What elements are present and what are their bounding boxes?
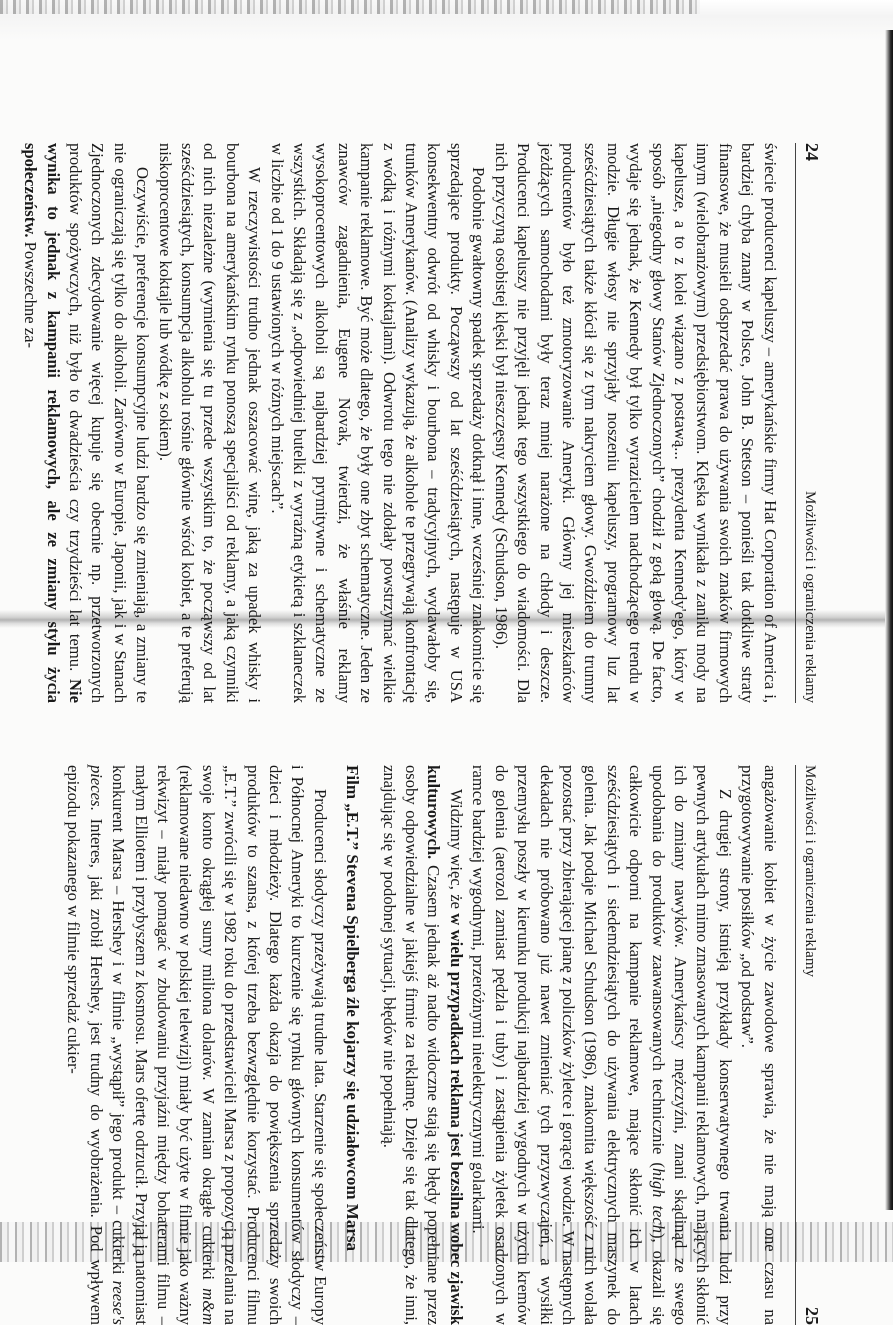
bold-text: Nie wynika to jednak z kampanii reklamowych, ale ze zmiany stylu życia społeczeństw. [21,143,85,704]
paragraph-text: . Interes, jaki zrobił Hershey, jest trudny do wyobrażenia. Pod wpływem epizodu pokazanego w filmie sprzedaż cukier- [64,765,106,1325]
section-heading: Film „E.T.” Stevena Spielberga źle kojarzy się udziałowcom Marsa [343,765,363,1252]
paragraph: angażowanie kobiet w życie zawodowe sprawia, że nie mają one czasu na przygotowywanie posiłków „od podstaw”. [738,765,780,1325]
paragraph-text: Powszechne za- [21,237,41,349]
scan-right-edge [885,30,893,1210]
paragraph: świecie producenci kapeluszy – amerykańskie firmy Hat Corporation of America i, bardziej chyba znany w Polsce, John B. Stetson – ponieśli tak dotkliwe straty finansowe, że musieli odsprzedać prawa do używania swoich znaków firmowych innym (wielobranżowym) przedsiębiorstwom. Klęska wynikała z zaniku mody na kapelusze, a to z kolei wiązano z postawą... prezydenta Kennedy'ego, który w sposób „niegodny głowy Stanów Zjednoczonych” chodził z gołą głową. De facto, wydaje się jednak, że Kennedy był tylko wyrazicielem nadchodzącego trendu w modzie. Długie włosy nie sprzyjały noszeniu kapeluszy, programowy luz lat sześćdziesiątych także kłócił się z tym nakryciem głowy. Gwoździem do trumny producentów było też zmotoryzowanie Ameryki. Główny jej mieszkańców jeżdżących samochodami były teraz mniej narażone na chłody i deszcze. Producenci kapeluszy nie przyjęli jednak tego wszystkiego do wiadomości. Dla nich przyczyną osobistej klęski był nieszczęsny Kennedy (Schudson, 1986). [491,143,780,703]
running-head-title: Możliwości i ograniczenia reklamy [802,490,818,703]
page-number: 25 [802,1307,822,1325]
page-number: 24 [802,143,822,161]
scan-top-edge [0,0,893,40]
paragraph [19,143,153,703]
paragraph [62,765,331,1325]
paragraph-text: Oczywiście, preferencje konsumpcyjne ludzi bardzo się zmieniają, a zmiany te nie ograniczają się tylko do alkoholi. Zarówno w Europie, Japonii, jak i w Stanach Zjednoczonych zdecydowanie więcej kupuje się obecnie np. przetworzonych produktów spożywczych, niż było to dwadzieścia czy trzydzieści lat temu. [66,143,153,703]
book-page-24 [21,143,823,704]
paragraph-text: Widzimy więc, że [446,789,466,914]
running-head [795,765,823,1325]
paragraph [467,765,736,1325]
paragraph-text: (reklamowane niedawno w polskiej telewizji) miały być użyte w filmie jako ważny rekwizyt – miały pomagać w zbudowaniu przyjaźni między bohaterami filmu – małym Elliotem i przybyszem z kosmosu. Mars ofertę odrzucił. Przyjął ją natomiast konkurent Marsa – Hershey i w filmie „wystąpił” jego produkt – cukierki [109,765,196,1325]
book-page-25 [53,765,823,1325]
italic-text: high tech [648,1167,668,1234]
running-head [795,143,823,703]
paragraph: W rzeczywistości trudno jednak oszacować winę, jaką za upadek whisky i bourbona na amerykańskim rynku ponoszą specjaliści od reklamy, a jaką czynniki od nich niezależne (wymienia się tu przede wszystkim to, że począwszy od lat sześćdziesiątych, konsumpcja alkoholu rośnie głównie wśród kobiet, a te preferują niskoprocentowe koktajle lub wódkę z sokiem). [155,143,265,703]
bold-text: w wielu przypadkach reklama jest bezsilna wobec zjawisk kulturowych. [424,765,466,1325]
paragraph [377,765,467,1325]
paragraph-text: ), okazali się całkowicie odporni na kampanie reklamowe, mające skłonić ich w latach sześćdziesiątych i siedemdziesiątych do używania elektrycznych maszynek do golenia. Jak podaje Michael Schudson (1986), znakomita większość z nich wolała pozostać przy zbierającej pianę z policzków żyletce i gorącej wodzie. W następnych dekadach nie próbowano już nawet zmieniać tych przyzwyczajeń, a wysiłki przemysłu poszły w kierunku produkcji najbardziej wygodnych w użyciu kremów do golenia (aerozol zamiast pędzla i tuby) i zastąpienia żyletek osadzonych w ramce bardziej wygodnymi, przeróżnymi nieelektrycznymi golarkami. [469,765,668,1325]
scan-noise [0,0,700,14]
paragraph-text: Z drugiej strony, istnieją przykłady konserwatywnego trwania ludzi przy pewnych artykułach mimo zmasowanych kampanii reklamowych, mających skłonić ich do zmiany nawyków. Amerykańscy mężczyźni, znani skądinąd ze swego upodobania do produktów zaawansowanych technicznie ( [648,765,735,1325]
paragraph-text: Czasem jednak aż nadto widoczne stają się błędy popełniane przez osoby odpowiedzialne w jakiejś firmie za reklamę. Dzieje się tak dlatego, że inni, znajdując się w podobnej sytuacji, błędów nie popełniają. [379,765,444,1325]
running-head-title: Możliwości i ograniczenia reklamy [802,765,818,978]
paragraph-text: Producenci słodyczy przeżywają trudne lata. Starzenie się społeczeństw Europy i Północnej Ameryki to kurczenie się rynku głównych konsumentów słodyczy – dzieci i młodzieży. Dlatego każda okazja do powiększenia sprzedaży swoich produktów to szansa, z której trzeba bezwzględnie korzystać. Producenci filmu „E.T.” zwrócili się w 1982 roku do przedstawicieli Marsa z propozycją przelania na swoje konto okrągłej sumy miliona dolarów. W zamian okrągłe cukierki [198,765,330,1325]
italic-text: m&m [198,1288,218,1325]
paragraph: Podobnie gwałtowny spadek sprzedaży dotknął i inne, wcześniej znakomicie się sprzedające produkty. Począwszy od lat sześćdziesiątych, następuje w USA konsekwentny odwrót od whisky i bourbona – tradycyjnych, wydawałoby się, trunków Amerykanów. (Analizy wykazują, że alkohole te przegrywają konfrontację z wódką i różnymi koktajlami). Odwrotu tego nie zdołały powstrzymać wielkie kampanie reklamowe. Być może dlatego, że były one zbyt schematyczne. Jeden ze znawców zagadnienia, Eugene Novak, twierdzi, że właśnie reklamy wysokoprocentowych alkoholi są najbardziej prymitywne i schematyczne ze wszystkich. Składają się z „odpowiedniej butelki z wyraźną etykietą i szklaneczek w liczbie od 1 do 9 ustawionych w różnych miejscach”. [267,143,489,703]
italic-text: reese's pieces [86,765,129,1325]
